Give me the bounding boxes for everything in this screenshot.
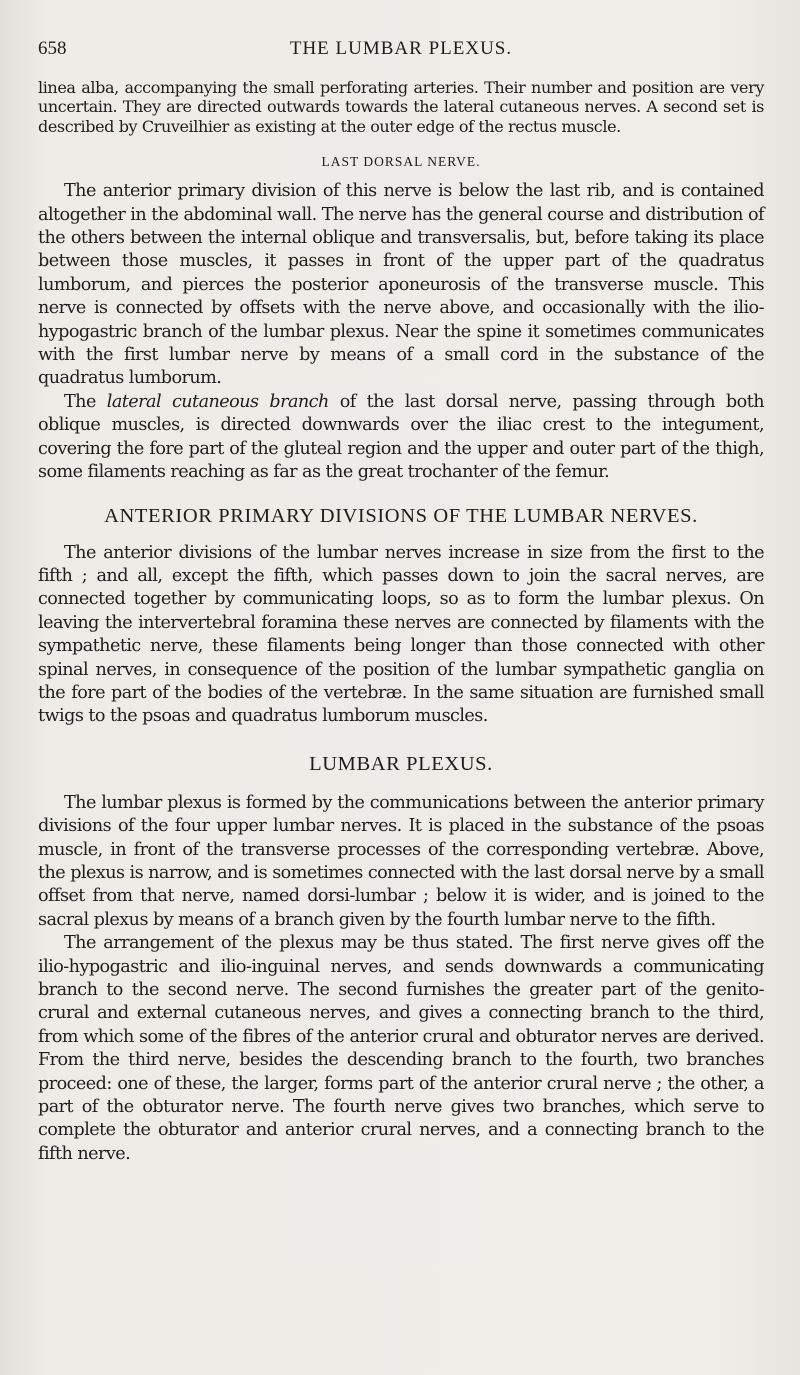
lumbar-plexus-paragraph-1: The lumbar plexus is formed by the communications between the anterior primary divisions of the four upper lumbar nerves. It is placed in the substance of the psoas muscle, in front of the transverse processes of the corresponding vertebræ. Above, the plexus is narrow, and is sometimes connected with the last dorsal nerve by a small offset from that nerve, named dorsi-lumbar ; below it is wider, and is joined to the sacral plexus by means of a branch given by the fourth lumbar nerve to the fifth.	[38, 792, 765, 930]
paragraph-rest: of the last dorsal nerve, passing through both oblique muscles, is directed downwards over the iliac crest to the integument, covering the fore part of the gluteal region and the upper and outer part of the thigh, some filaments reaching as far as the great trochanter of the femur.	[38, 391, 764, 483]
lead-paragraph: linea alba, accompanying the small perforating arteries. Their number and position are very uncertain. They are directed outwards towards the lateral cutaneous nerves. A second set is described by Cruveilhier as existing at the outer edge of the rectus muscle.	[38, 78, 764, 136]
anterior-divisions-paragraph: The anterior divisions of the lumbar nerves increase in size from the first to the fifth ; and all, except the fifth, which passes down to join the sacral nerves, are connected together by communicating loops, so as to form the lumbar plexus. On leaving the intervertebral foramina these nerves are connected by filaments with the sympathetic nerve, these filaments being longer than those connected with other spinal nerves, in consequence of the position of the lumbar sympathetic ganglia on the fore part of the bodies of the vertebræ. In the same situation are furnished small twigs to the psoas and quadratus lumborum muscles.	[38, 542, 764, 727]
anterior-divisions-heading: ANTERIOR PRIMARY DIVISIONS OF THE LUMBAR NERVES.	[104, 504, 698, 527]
running-head: THE LUMBAR PLEXUS.	[289, 38, 513, 59]
page-header	[38, 38, 764, 68]
last-dorsal-heading: LAST DORSAL NERVE.	[321, 154, 481, 170]
lumbar-plexus-heading: LUMBAR PLEXUS.	[309, 752, 493, 775]
last-dorsal-paragraph-1: The anterior primary division of this nerve is below the last rib, and is contained altogether in the abdominal wall. The nerve has the general course and distribution of the others between the internal oblique and transversalis, but, before taking its place between those muscles, it passes in front of the upper part of the quadratus lumborum, and pierces the posterior aponeurosis of the transverse muscle. This nerve is connected by offsets with the nerve above, and occasionally with the ilio-hypogastric branch of the lumbar plexus. Near the spine it sometimes communicates with the first lumbar nerve by means of a small cord in the substance of the quadratus lumborum.	[38, 181, 764, 389]
page-number: 658	[38, 38, 67, 59]
paragraph-start: The	[64, 391, 107, 412]
lumbar-plexus-paragraph-2: The arrangement of the plexus may be thus stated. The first nerve gives off the ilio-hypogastric and ilio-inguinal nerves, and sends downwards a communicating branch to the second nerve. The second furnishes the greater part of the genito-crural and external cutaneous nerves, and gives a connecting branch to the third, from which some of the fibres of the anterior crural and obturator nerves are derived. From the third nerve, besides the descending branch to the fourth, two branches proceed: one of these, the larger, forms part of the anterior crural nerve ; the other, a part of the obturator nerve. The fourth nerve gives two branches, which serve to complete the obturator and anterior crural nerves, and a connecting branch to the fifth nerve.	[38, 933, 764, 1164]
last-dorsal-paragraph-2	[38, 391, 764, 485]
italic-term: lateral cutaneous branch	[106, 391, 329, 412]
